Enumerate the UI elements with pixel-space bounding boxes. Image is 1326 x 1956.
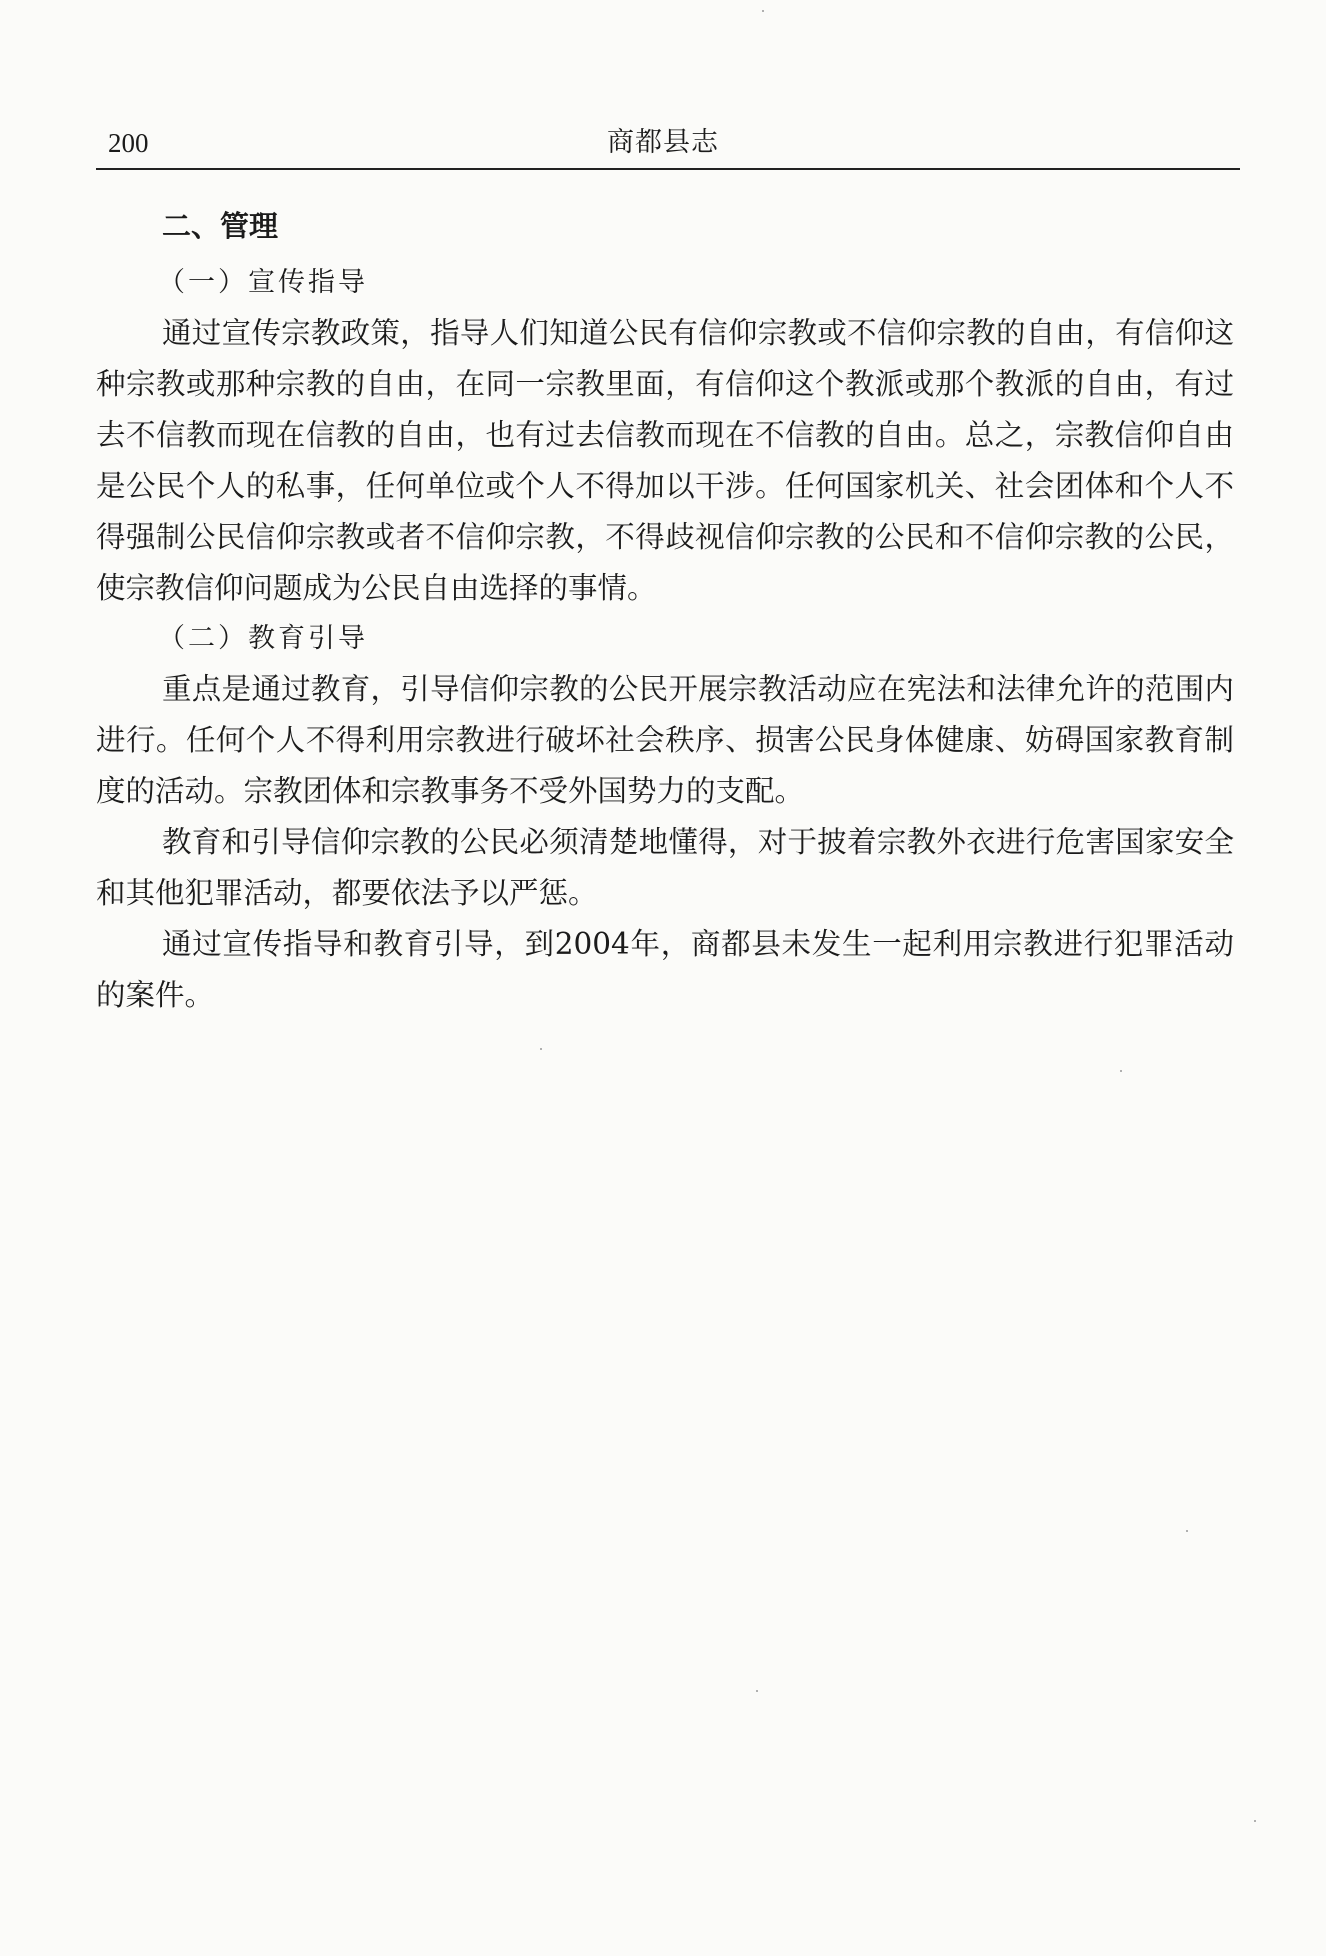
- subsection-title-education: （二）教育引导: [158, 623, 368, 654]
- scan-speck: [1120, 1070, 1122, 1072]
- header-rule: [96, 168, 1240, 170]
- scan-speck: [1186, 1530, 1188, 1532]
- subsection-title-publicity: （一）宣传指导: [158, 267, 368, 298]
- paragraph: 通过宣传指导和教育引导，到2004年，商都县未发生一起利用宗教进行犯罪活动的案件。: [96, 927, 1234, 1012]
- paragraph: 教育和引导信仰宗教的公民必须清楚地懂得，对于披着宗教外衣进行危害国家安全和其他犯罪活动，都要依法予以严惩。: [96, 825, 1234, 910]
- section-heading: 二、管理: [162, 209, 279, 243]
- paragraph: 重点是通过教育，引导信仰宗教的公民开展宗教活动应在宪法和法律允许的范围内进行。任何个人不得利用宗教进行破坏社会秩序、损害公民身体健康、妨碍国家教育制度的活动。宗教团体和宗教事务不受外国势力的支配。: [96, 672, 1234, 808]
- running-title: 商都县志: [607, 127, 719, 158]
- scan-speck: [1254, 1820, 1256, 1822]
- page-number: 200: [108, 128, 149, 158]
- paragraph: 通过宣传宗教政策，指导人们知道公民有信仰宗教或不信仰宗教的自由，有信仰这种宗教或那种宗教的自由，在同一宗教里面，有信仰这个教派或那个教派的自由，有过去不信教而现在信教的自由，也有过去信教而现在不信教的自由。总之，宗教信仰自由是公民个人的私事，任何单位或个人不得加以干涉。任何国家机关、社会团体和个人不得强制公民信仰宗教或者不信仰宗教，不得歧视信仰宗教的公民和不信仰宗教的公民，使宗教信仰问题成为公民自由选择的事情。: [96, 316, 1234, 605]
- scan-speck: [762, 10, 764, 12]
- page-body: [96, 200, 1234, 1021]
- scan-speck: [756, 1690, 758, 1692]
- scan-speck: [540, 1048, 542, 1050]
